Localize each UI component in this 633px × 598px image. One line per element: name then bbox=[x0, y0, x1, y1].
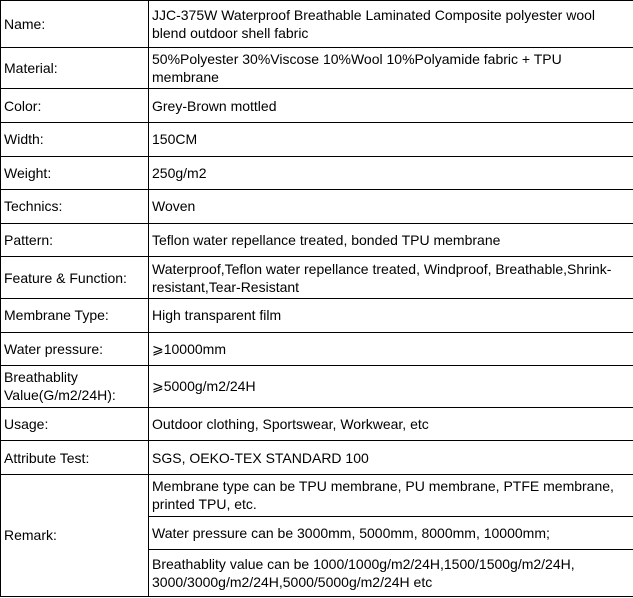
row-value: Woven bbox=[149, 190, 633, 224]
row-value: ⩾10000mm bbox=[149, 332, 633, 366]
row-value: Teflon water repellance treated, bonded TPU membrane bbox=[149, 223, 633, 257]
table-row bbox=[1, 407, 633, 441]
row-label: Membrane Type: bbox=[1, 298, 149, 332]
row-value: JJC-375W Waterproof Breathable Laminated Composite polyester wool blend outdoor shell fabric bbox=[149, 1, 633, 48]
table-row bbox=[1, 332, 633, 366]
row-label: Usage: bbox=[1, 407, 149, 441]
row-value: ⩾5000g/m2/24H bbox=[149, 366, 633, 408]
row-label: Water pressure: bbox=[1, 332, 149, 366]
row-value: Water pressure can be 3000mm, 5000mm, 8000mm, 10000mm; bbox=[149, 516, 633, 550]
table-row bbox=[1, 190, 633, 224]
row-label: Material: bbox=[1, 47, 149, 89]
row-label: Breathablity Value(G/m2/24H): bbox=[1, 366, 149, 408]
table-row bbox=[1, 156, 633, 190]
row-value: 250g/m2 bbox=[149, 156, 633, 190]
row-value: 50%Polyester 30%Viscose 10%Wool 10%Polyamide fabric + TPU membrane bbox=[149, 47, 633, 89]
row-value: 150CM bbox=[149, 123, 633, 157]
row-value: Membrane type can be TPU membrane, PU membrane, PTFE membrane, printed TPU, etc. bbox=[149, 474, 633, 516]
row-label: Remark: bbox=[1, 474, 149, 596]
table-row bbox=[1, 89, 633, 123]
row-value: High transparent film bbox=[149, 298, 633, 332]
table-row bbox=[1, 298, 633, 332]
row-value: Grey-Brown mottled bbox=[149, 89, 633, 123]
row-value: Breathablity value can be 1000/1000g/m2/24H,1500/1500g/m2/24H, 3000/3000g/m2/24H,5000/5000g/m2/24H etc bbox=[149, 550, 633, 597]
row-value: Waterproof,Teflon water repellance treated, Windproof, Breathable,Shrink-resistant,Tear-Resistant bbox=[149, 257, 633, 299]
row-value: Outdoor clothing, Sportswear, Workwear, etc bbox=[149, 407, 633, 441]
row-label: Width: bbox=[1, 123, 149, 157]
table-row bbox=[1, 366, 633, 408]
table-row bbox=[1, 474, 633, 516]
row-label: Color: bbox=[1, 89, 149, 123]
row-label: Technics: bbox=[1, 190, 149, 224]
table-row bbox=[1, 441, 633, 475]
table-row bbox=[1, 123, 633, 157]
row-value: SGS, OEKO-TEX STANDARD 100 bbox=[149, 441, 633, 475]
row-label: Attribute Test: bbox=[1, 441, 149, 475]
table-row bbox=[1, 223, 633, 257]
table-row bbox=[1, 1, 633, 48]
table-row bbox=[1, 257, 633, 299]
table-row bbox=[1, 47, 633, 89]
row-label: Name: bbox=[1, 1, 149, 48]
row-label: Pattern: bbox=[1, 223, 149, 257]
row-label: Feature & Function: bbox=[1, 257, 149, 299]
row-label: Weight: bbox=[1, 156, 149, 190]
